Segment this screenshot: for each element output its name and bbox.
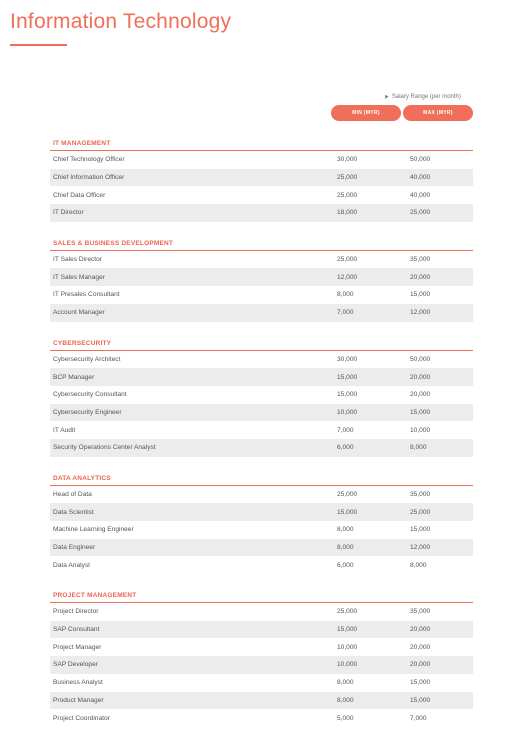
role-name: Chief Information Officer — [53, 174, 125, 182]
min-salary: 8,000 — [337, 679, 354, 687]
min-salary: 10,000 — [337, 661, 358, 669]
table-row — [50, 521, 473, 539]
table-row — [50, 692, 473, 710]
max-salary: 8,000 — [410, 444, 427, 452]
max-salary: 25,000 — [410, 508, 431, 516]
role-name: Cybersecurity Engineer — [53, 408, 122, 416]
min-salary: 15,000 — [337, 373, 358, 381]
section-it-management — [50, 139, 473, 222]
role-name: Cybersecurity Architect — [53, 355, 121, 363]
max-salary: 15,000 — [410, 526, 431, 534]
table-row — [50, 351, 473, 369]
role-name: Machine Learning Engineer — [53, 526, 134, 534]
section-rows — [50, 151, 473, 222]
title-underline — [10, 44, 67, 46]
page-title: Information Technology — [10, 10, 232, 33]
min-salary: 30,000 — [337, 355, 358, 363]
max-salary: 35,000 — [410, 608, 431, 616]
max-salary: 7,000 — [410, 714, 427, 722]
table-row — [50, 169, 473, 187]
role-name: SAP Developer — [53, 661, 98, 669]
table-row — [50, 368, 473, 386]
max-salary: 10,000 — [410, 426, 431, 434]
role-name: IT Presales Consultant — [53, 291, 120, 299]
min-salary: 8,000 — [337, 696, 354, 704]
min-salary: 6,000 — [337, 444, 354, 452]
min-salary: 25,000 — [337, 608, 358, 616]
salary-table — [50, 139, 473, 744]
role-name: Business Analyst — [53, 679, 103, 687]
min-salary: 12,000 — [337, 273, 358, 281]
table-row — [50, 503, 473, 521]
min-salary: 15,000 — [337, 508, 358, 516]
min-salary: 15,000 — [337, 391, 358, 399]
role-name: IT Sales Manager — [53, 273, 105, 281]
section-title: DATA ANALYTICS — [53, 474, 111, 482]
table-row — [50, 674, 473, 692]
min-salary: 5,000 — [337, 714, 354, 722]
table-row — [50, 186, 473, 204]
max-salary: 20,000 — [410, 273, 431, 281]
table-row — [50, 709, 473, 727]
salary-range-label: Salary Range (per month) — [391, 94, 461, 100]
section-title: PROJECT MANAGEMENT — [53, 592, 137, 600]
max-salary: 50,000 — [410, 156, 431, 164]
max-salary: 40,000 — [410, 174, 431, 182]
max-salary: 20,000 — [410, 391, 431, 399]
table-row — [50, 251, 473, 269]
min-column-header: MIN (MYR) — [331, 105, 401, 121]
min-salary: 8,000 — [337, 544, 354, 552]
role-name: IT Audit — [53, 426, 76, 434]
table-row — [50, 286, 473, 304]
max-salary: 12,000 — [410, 309, 431, 317]
max-column-header: MAX (MYR) — [403, 105, 473, 121]
table-row — [50, 621, 473, 639]
min-salary: 30,000 — [337, 156, 358, 164]
role-name: Chief Technology Officer — [53, 156, 125, 164]
table-row — [50, 556, 473, 574]
min-salary: 6,000 — [337, 561, 354, 569]
min-salary: 25,000 — [337, 490, 358, 498]
role-name: Account Manager — [53, 309, 105, 317]
table-row — [50, 386, 473, 404]
table-row — [50, 421, 473, 439]
role-name: Project Coordinator — [53, 714, 110, 722]
section-rows — [50, 603, 473, 727]
min-salary: 8,000 — [337, 291, 354, 299]
section-cybersecurity — [50, 339, 473, 457]
min-salary: 7,000 — [337, 309, 354, 317]
table-row — [50, 151, 473, 169]
max-salary: 35,000 — [410, 490, 431, 498]
max-salary: 8,000 — [410, 561, 427, 569]
role-name: Data Analyst — [53, 561, 91, 569]
role-name: Data Scientist — [53, 508, 94, 516]
role-name: BCP Manager — [53, 373, 95, 381]
section-rows — [50, 251, 473, 322]
max-salary: 12,000 — [410, 544, 431, 552]
table-row — [50, 439, 473, 457]
min-salary: 10,000 — [337, 408, 358, 416]
section-data-analytics — [50, 474, 473, 574]
role-name: IT Sales Director — [53, 256, 102, 264]
min-salary: 15,000 — [337, 626, 358, 634]
table-row — [50, 304, 473, 322]
table-row — [50, 204, 473, 222]
max-salary: 40,000 — [410, 191, 431, 199]
section-title: SALES & BUSINESS DEVELOPMENT — [53, 239, 174, 247]
section-rows — [50, 351, 473, 457]
role-name: Project Director — [53, 608, 99, 616]
max-salary: 50,000 — [410, 355, 431, 363]
role-name: Chief Data Officer — [53, 191, 106, 199]
table-row — [50, 638, 473, 656]
min-salary: 18,000 — [337, 209, 358, 217]
role-name: Head of Data — [53, 490, 92, 498]
table-row — [50, 404, 473, 422]
max-salary: 15,000 — [410, 408, 431, 416]
role-name: IT Director — [53, 209, 84, 217]
section-project-management — [50, 591, 473, 727]
max-salary: 20,000 — [410, 626, 431, 634]
min-salary: 8,000 — [337, 526, 354, 534]
section-title: IT MANAGEMENT — [53, 140, 111, 147]
max-salary: 15,000 — [410, 679, 431, 687]
table-row — [50, 268, 473, 286]
role-name: Cybersecurity Consultant — [53, 391, 127, 399]
min-salary: 25,000 — [337, 174, 358, 182]
max-salary: 20,000 — [410, 373, 431, 381]
table-row — [50, 539, 473, 557]
max-salary: 15,000 — [410, 291, 431, 299]
min-salary: 25,000 — [337, 256, 358, 264]
max-salary: 20,000 — [410, 661, 431, 669]
max-salary: 15,000 — [410, 696, 431, 704]
role-name: SAP Consultant — [53, 626, 100, 634]
section-sales-business-development — [50, 239, 473, 322]
role-name: Project Manager — [53, 643, 102, 651]
max-salary: 20,000 — [410, 643, 431, 651]
max-salary: 35,000 — [410, 256, 431, 264]
salary-range-note — [385, 94, 461, 100]
role-name: Product Manager — [53, 696, 104, 704]
triangle-right-icon: ▶ — [385, 94, 389, 100]
min-salary: 10,000 — [337, 643, 358, 651]
section-rows — [50, 486, 473, 574]
section-title: CYBERSECURITY — [53, 339, 112, 347]
table-row — [50, 603, 473, 621]
min-salary: 25,000 — [337, 191, 358, 199]
role-name: Data Engineer — [53, 544, 96, 552]
min-salary: 7,000 — [337, 426, 354, 434]
max-salary: 25,000 — [410, 209, 431, 217]
role-name: Security Operations Center Analyst — [53, 444, 156, 452]
table-row — [50, 486, 473, 504]
table-row — [50, 656, 473, 674]
